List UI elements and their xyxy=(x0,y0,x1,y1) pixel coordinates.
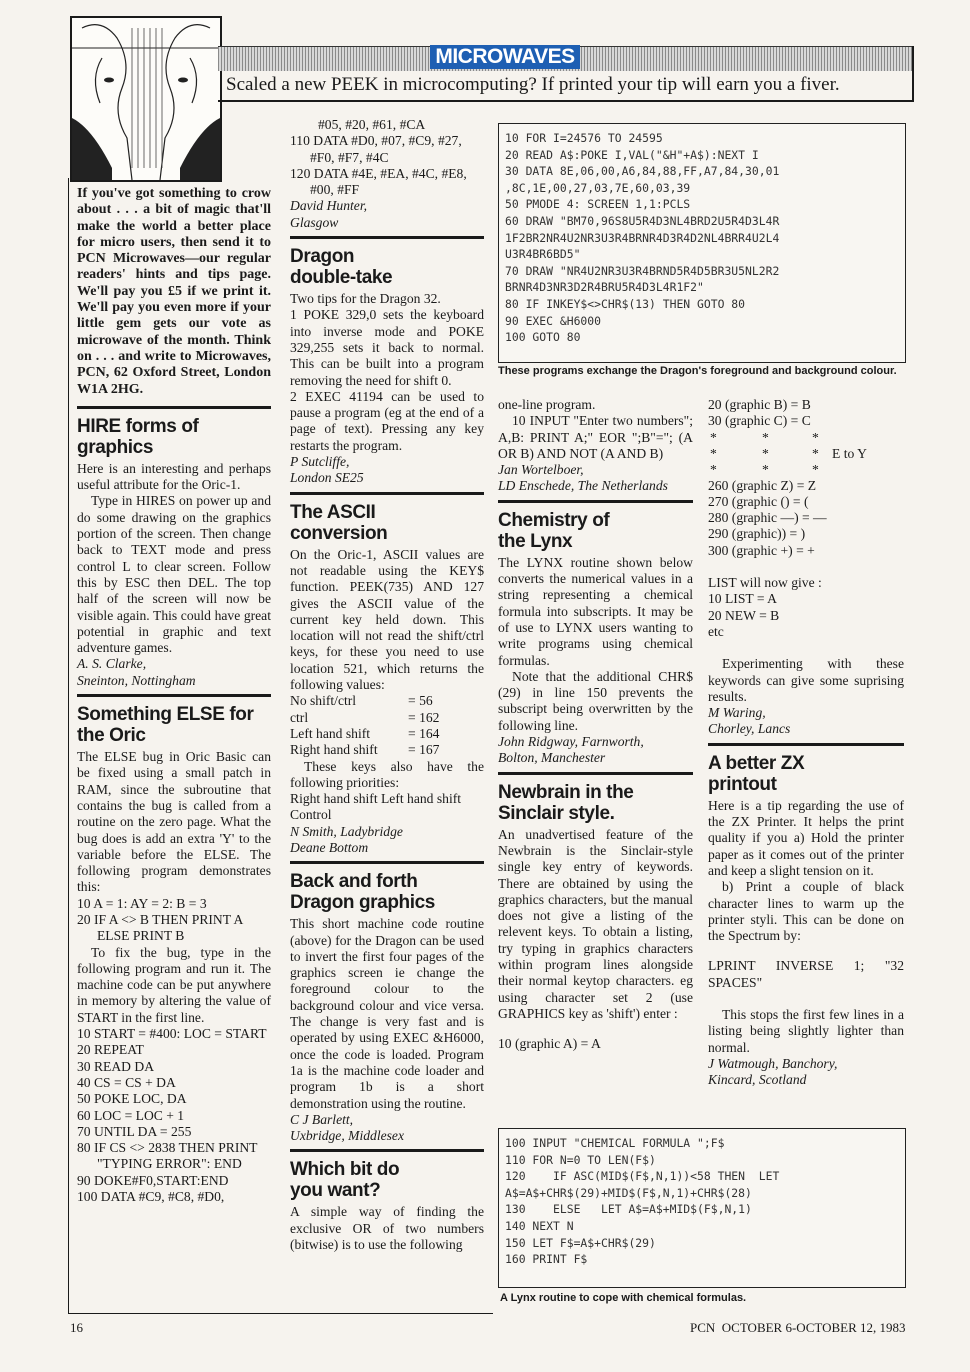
range-label: E to Y xyxy=(832,445,867,461)
else-text-2: To fix the bug, type in the following program and run it. The machine code can be put anywhere in memory by altering the value of START in the first line. xyxy=(77,944,271,1025)
whichbit-text-2: one-line program. xyxy=(498,397,596,412)
backforth-author: C J Barlett, xyxy=(290,1111,354,1127)
graphic-line: 20 (graphic B) = B xyxy=(708,397,811,412)
lynx-code-caption: A Lynx routine to cope with chemical formulas. xyxy=(500,1292,747,1304)
hires-location: Sneinton, Nottingham xyxy=(77,672,196,688)
else-code-line: 20 REPEAT xyxy=(77,1042,144,1058)
code-line: 1F2BR2NR4U2NR3U3R4BRNR4D3R4D2NL4BRR4U2L4 xyxy=(505,230,780,245)
experiment-text: Experimenting with these keywords can give some suprising results. xyxy=(708,656,904,704)
graphic-line: 290 (graphic)) = ) xyxy=(708,526,806,542)
else-code-line: 60 LOC = LOC + 1 xyxy=(77,1107,185,1123)
chem-author: John Ridgway, Farnworth, xyxy=(498,734,644,750)
graphic-line: 280 (graphic —) = — xyxy=(708,510,827,526)
else-code-line: #05, #20, #61, #CA xyxy=(318,117,426,132)
newbrain-author: M Waring, xyxy=(708,705,766,721)
code-line: 160 PRINT F$ xyxy=(505,1252,588,1267)
else-code-line: 100 DATA #C9, #C8, #D0, xyxy=(77,1189,225,1205)
banner-label: MICROWAVES xyxy=(430,45,580,69)
chem-location: Bolton, Manchester xyxy=(498,750,606,766)
zx-text: Here is a tip regarding the use of the ZX Printer. It helps the print quality if you a) Hold the printer paper as it comes out of the printer and keep a slight tension on it. xyxy=(708,797,904,878)
ascii-author: N Smith, Ladybridge xyxy=(290,823,403,839)
code-line: 20 READ A$:POKE I,VAL("&H"+A$):NEXT I xyxy=(505,147,759,162)
ascii-value-row: No shift/ctrl = 56 xyxy=(290,693,433,709)
dragon-code-caption: These programs exchange the Dragon's foreground and background colour. xyxy=(498,365,897,377)
zx-text-2: b) Print a couple of black character lines to warm up the printer styli. This can be done on the Spectrum by: xyxy=(708,879,904,944)
whichbit-title: Which bit do you want? xyxy=(290,1159,400,1202)
footer-issue: PCN OCTOBER 6-OCTOBER 12, 1983 xyxy=(690,1320,906,1335)
code-line: ,8C,1E,00,27,03,7E,60,03,39 xyxy=(505,180,691,195)
divider xyxy=(498,500,693,503)
chem-title: Chemistry of the Lynx xyxy=(498,509,610,552)
divider xyxy=(77,694,271,697)
dragon-title: Dragon double-take xyxy=(290,246,393,289)
else-code-line: 40 CS = CS + DA xyxy=(77,1074,176,1090)
else-code-line: 110 DATA #D0, #07, #C9, #27, #F0, #F7, #4C xyxy=(290,133,462,165)
list-line: 10 LIST = A xyxy=(708,591,777,607)
header-tagline: Scaled a new PEEK in microcomputing? If printed your tip will earn you a fiver. xyxy=(226,74,840,95)
else-text: The ELSE bug in Oric Basic can be fixed using a small patch in RAM, since the subroutine that contains the bug is called from a routine on the zero page. What the bug does is add an extra 'Y' to the variable before the ELSE. The following program demonstrates this: xyxy=(77,749,271,895)
ascii-text-2: These keys also have the following priorities: xyxy=(290,758,484,790)
lynx-code-listing xyxy=(498,1128,906,1288)
else-code-line: 30 READ DA xyxy=(77,1058,155,1074)
code-line: A$=A$+CHR$(29)+MID$(F$,N,1)+CHR$(28) xyxy=(505,1185,752,1200)
ellipsis-row: * * * xyxy=(710,429,819,445)
graphic-line: 270 (graphic () = ( xyxy=(708,493,809,509)
whichbit-text: A simple way of finding the exclusive OR of two numbers (bitwise) is to use the following xyxy=(290,1204,484,1253)
ellipsis-row: * * * E to Y xyxy=(710,445,867,461)
else-code-line: 10 A = 1: AY = 2: B = 3 xyxy=(77,895,207,911)
else-code-line: 90 DOKE#F0,START:END xyxy=(77,1172,229,1188)
code-line: 90 EXEC &H6000 xyxy=(505,313,602,328)
list-line: etc xyxy=(708,623,724,639)
hires-text: Here is an interesting and perhaps useful attribute for the Oric-1. xyxy=(77,460,271,493)
backforth-title: Back and forth Dragon graphics xyxy=(290,871,435,914)
else-code-line: 70 UNTIL DA = 255 xyxy=(77,1123,192,1139)
divider xyxy=(77,406,271,409)
dragon-location: London SE25 xyxy=(290,470,364,486)
else-code-line: 120 DATA #4E, #EA, #4C, #E8, #00, #FF xyxy=(290,165,467,198)
code-line: 100 GOTO 80 xyxy=(505,330,581,345)
divider xyxy=(290,492,484,495)
backforth-location: Uxbridge, Middlesex xyxy=(290,1128,405,1144)
code-line: 150 LET F$=A$+CHR$(29) xyxy=(505,1235,656,1250)
column-4 xyxy=(708,397,904,1089)
header-rule xyxy=(218,100,912,102)
code-line: 10 FOR I=24576 TO 24595 xyxy=(505,131,663,145)
code-lines xyxy=(505,130,899,346)
header-illustration xyxy=(70,16,222,182)
graphic-line: 30 (graphic C) = C xyxy=(708,413,811,429)
whichbit-location: LD Enschede, The Netherlands xyxy=(498,478,668,494)
whichbit-author: Jan Wortelboer, xyxy=(498,462,584,478)
code-line: 30 DATA 8E,06,00,A6,84,88,FF,A7,84,30,01 xyxy=(505,164,780,179)
column-3 xyxy=(498,397,693,1053)
code-line: 110 FOR N=0 TO LEN(F$) xyxy=(505,1152,656,1167)
ascii-location: Deane Bottom xyxy=(290,839,369,855)
code-line: 100 INPUT "CHEMICAL FORMULA ";F$ xyxy=(505,1136,725,1150)
ascii-text-3: Right hand shift Left hand shift Control xyxy=(290,791,462,823)
newbrain-title: Newbrain in the Sinclair style. xyxy=(498,781,634,824)
backforth-text: This short machine code routine (above) for the Dragon can be used to invert the first four pages of the graphics screen ie change the foreground colour to the background colour and vice versa. The change is very fast and is operated by using EXEC &H6000, once the code is loaded. Program 1a is the machine code loader and program 1b is a short demonstration using the routine. xyxy=(290,916,484,1111)
else-code-line: 50 POKE LOC, DA xyxy=(77,1091,187,1107)
newbrain-location: Chorley, Lancs xyxy=(708,721,791,737)
code-line: 70 DRAW "NR4U2NR3U3R4BRND5R4D5BR3U5NL2R2 xyxy=(505,263,780,278)
ascii-value-row: ctrl = 162 xyxy=(290,709,440,725)
ascii-value-row: Left hand shift = 164 xyxy=(290,725,440,741)
dragon-text-3: 2 EXEC 41194 can be used to pause a program (eg at the end of a page of text). Pressing any key restarts the program. xyxy=(290,388,484,453)
zx-text-3: This stops the first few lines in a listing being slightly lighter than normal. xyxy=(708,1007,904,1055)
zx-command: LPRINT INVERSE 1; "32 SPACES" xyxy=(708,958,904,990)
code-lines xyxy=(505,1135,899,1268)
else-location: Glasgow xyxy=(290,214,339,230)
dragon-code-listing xyxy=(498,123,906,363)
code-line: U3R4BR6BD5" xyxy=(505,247,581,262)
column-1 xyxy=(77,186,271,1205)
page-number: 16 xyxy=(70,1320,83,1335)
list-intro: LIST will now give : xyxy=(708,575,822,591)
graphic-line: 260 (graphic Z) = Z xyxy=(708,477,817,493)
list-line: 20 NEW = B xyxy=(708,607,780,623)
divider xyxy=(708,743,904,746)
dragon-text-2: 1 POKE 329,0 sets the keyboard into inverse mode and POKE 329,255 sets it back to normal. This can be built into a program removing the need for shift 0. xyxy=(290,307,484,388)
divider xyxy=(290,861,484,864)
zx-location: Kincard, Scotland xyxy=(708,1072,807,1088)
else-code-line: 10 START = #400: LOC = START xyxy=(77,1026,267,1042)
else-code-line: 20 IF A <> B THEN PRINT A ELSE PRINT B xyxy=(77,911,243,944)
hires-text-2: Type in HIRES on power up and do some drawing on the graphics portion of the screen. Then change back to TEXT mode and press control L to clear screen. Follow this by ESC then DEL. The top half of the screen will now be visible again. This could have great potential in graphic and text adventure games. xyxy=(77,493,271,656)
header-right-rule xyxy=(912,46,914,102)
left-frame xyxy=(68,178,69,1313)
newbrain-text: An unadvertised feature of the Newbrain is the Sinclair-style single key entry of keywords. There are obtained by using the graphics characters, but the manual does not give a listing of the relevent keys. To obtain a listing, try typing in graphics characters within program lines alongside their normal keytop characters. eg using character set 2 (use GRAPHICS key as 'shift') enter : xyxy=(498,826,693,1021)
whichbit-program: 10 INPUT "Enter two numbers"; A,B: PRINT A;" EOR ";B"="; (A OR B) AND NOT (A AND B) xyxy=(498,413,693,461)
ascii-text: On the Oric-1, ASCII values are not readable using the KEY$ function. PEEK(735) AND 127 gives the ASCII value of the current key held down. This location will not read the shift/ctrl keys, for these you need to use location 521, which returns the following values: xyxy=(290,546,484,693)
code-line: 50 PMODE 4: SCREEN 1,1:PCLS xyxy=(505,197,691,212)
else-author: David Hunter, xyxy=(290,198,368,214)
zx-author: J Watmough, Banchory, xyxy=(708,1055,838,1071)
dragon-text: Two tips for the Dragon 32. xyxy=(290,291,441,307)
code-line: BRNR4D3NR3D2R4BRU5R4D3L4R1F2" xyxy=(505,280,704,295)
code-line: 140 NEXT N xyxy=(505,1218,574,1233)
newbrain-line: 10 (graphic A) = A xyxy=(498,1036,601,1052)
ascii-title: The ASCII conversion xyxy=(290,501,388,544)
column-2 xyxy=(290,117,484,1253)
chem-text-2: Note that the additional CHR$ (29) in line 150 prevents the subscript being overwritten by the following line. xyxy=(498,668,693,733)
ascii-value-row: Right hand shift = 167 xyxy=(290,742,440,758)
code-line: 80 IF INKEY$<>CHR$(13) THEN GOTO 80 xyxy=(505,296,746,311)
divider xyxy=(498,772,693,775)
graphic-line: 300 (graphic +) = + xyxy=(708,542,815,558)
code-line: 60 DRAW "BM70,96S8U5R4D3NL4BRD2U5R4D3L4R xyxy=(505,213,780,228)
ellipsis-row: * * * xyxy=(710,461,819,477)
intro-text: If you've got something to crow about . . . a bit of magic that'll make the world a better place for micro users, then send it to PCN Microwaves—our regular readers' hints and tips page. We'll pay you £5 if we print it. We'll pay you even more if your little gem gets our vote as microwave of the month. Think on . . . and write to Microwaves, PCN, 62 Oxford Street, London W1A 2HG. xyxy=(77,186,271,397)
bottom-frame xyxy=(68,1313,493,1314)
hires-author: A. S. Clarke, xyxy=(77,656,147,672)
zx-title: A better ZX printout xyxy=(708,752,805,795)
chem-text: The LYNX routine shown below converts the numerical values in a string representing a chemical formula into subscripts. It may be of use to LYNX users wanting to write programs using chemical formulas. xyxy=(498,554,693,668)
divider xyxy=(290,1149,484,1152)
dragon-author: P Sutcliffe, xyxy=(290,454,350,470)
code-line: 120 IF ASC(MID$(F$,N,1))<58 THEN LET xyxy=(505,1169,780,1184)
else-code-line: 80 IF CS <> 2838 THEN PRINT "TYPING ERROR": END xyxy=(77,1140,258,1172)
code-line: 130 ELSE LET A$=A$+MID$(F$,N,1) xyxy=(505,1202,752,1217)
else-title: Something ELSE for the Oric xyxy=(77,704,254,747)
hires-title: HIRE forms of graphics xyxy=(77,415,199,458)
divider xyxy=(290,236,484,239)
